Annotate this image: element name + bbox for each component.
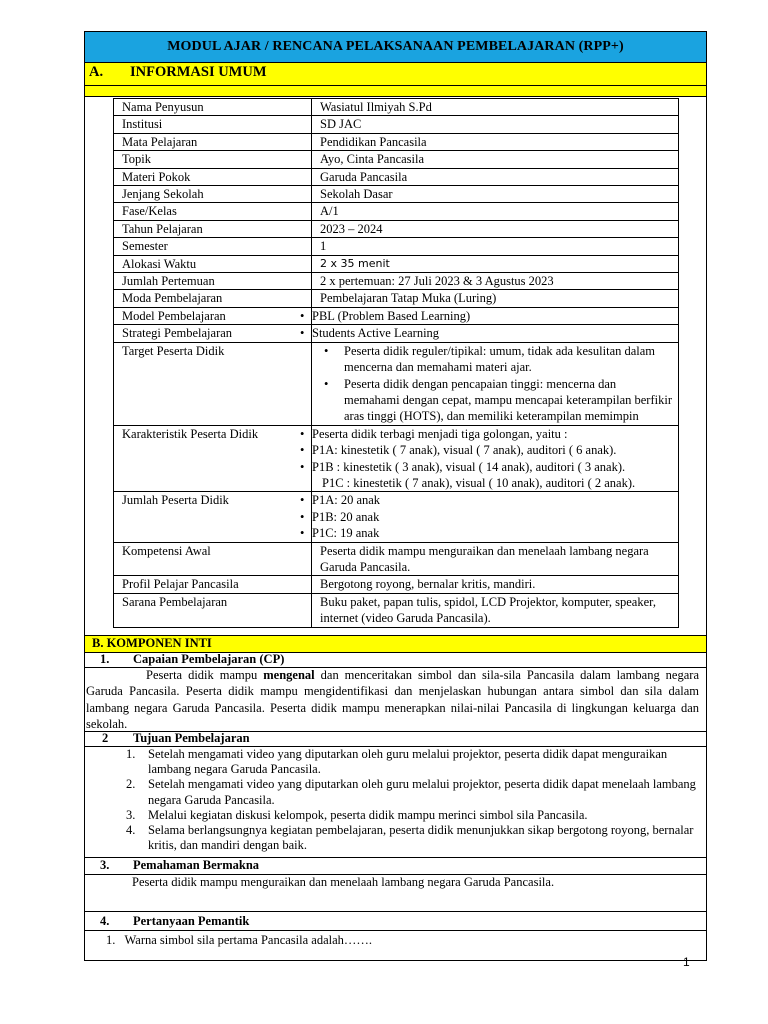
- list-item-number: 1.: [126, 747, 136, 761]
- list-item-text: P1B: 20 anak: [312, 509, 380, 524]
- info-key: Sarana Pembelajaran: [114, 593, 312, 627]
- list-item-number: 1.: [106, 933, 116, 947]
- list-item-text: Peserta didik reguler/tipikal: umum, tidak ada kesulitan dalam mencerna dan memahami materi ajar.: [344, 343, 656, 375]
- info-value-cell: [300, 307, 679, 324]
- list-item-text: Warna simbol sila pertama Pancasila adalah…….: [124, 933, 373, 947]
- info-key: Strategi Pembelajaran: [114, 325, 312, 342]
- bullet-icon: •: [300, 493, 305, 508]
- list-item: [300, 308, 678, 324]
- table-row: [114, 542, 679, 576]
- section-b-header: [85, 636, 706, 652]
- table-row: [114, 99, 679, 116]
- info-key: Mata Pelajaran: [114, 133, 312, 150]
- info-key: Semester: [114, 238, 312, 255]
- section-a-header: [85, 63, 706, 85]
- info-key: Jumlah Peserta Didik: [114, 492, 312, 542]
- table-row: [114, 576, 679, 593]
- info-key: Jenjang Sekolah: [114, 186, 312, 203]
- list-item: [86, 808, 706, 823]
- divider: [84, 930, 707, 931]
- pemahaman-text: Peserta didik mampu menguraikan dan menelaah lambang negara Garuda Pancasila.: [132, 875, 555, 889]
- info-value: 1: [312, 238, 679, 255]
- table-row: [114, 186, 679, 203]
- info-value-cell: [312, 342, 679, 425]
- pertanyaan-title: Pertanyaan Pemantik: [133, 914, 250, 928]
- info-value: SD JAC: [312, 116, 679, 133]
- info-key: Karakteristik Peserta Didik: [114, 425, 312, 492]
- section-a-label: INFORMASI UMUM: [130, 64, 267, 80]
- list-item-text: Setelah mengamati video yang diputarkan oleh guru melalui projektor, peserta didik dapat menguraikan lambang negara Garuda Pancasila.: [148, 747, 668, 777]
- info-value: 2 x pertemuan: 27 Juli 2023 & 3 Agustus 2023: [312, 273, 679, 290]
- info-value-cell: [300, 425, 679, 492]
- info-key: Model Pembelajaran: [114, 307, 312, 324]
- bullet-icon: •: [300, 459, 305, 474]
- table-row: [114, 238, 679, 255]
- table-row: [114, 307, 679, 324]
- list-item-text: Melalui kegiatan diskusi kelompok, peserta didik mampu merinci simbol sila Pancasila.: [148, 807, 588, 822]
- list-item: [300, 325, 678, 341]
- pemahaman-number: 3.: [100, 858, 110, 872]
- list-item-text: P1A: kinestetik ( 7 anak), visual ( 7 anak), auditori ( 6 anak).: [312, 443, 617, 458]
- info-key: Nama Penyusun: [114, 99, 312, 116]
- list-item: [300, 492, 678, 508]
- list-item-text: Peserta didik terbagi menjadi tiga golongan, yaitu :: [312, 426, 568, 441]
- info-key: Profil Pelajar Pancasila: [114, 576, 312, 593]
- list-item: [312, 376, 672, 425]
- cp-text: dan menceritakan simbol dan sila-sila Pancasila dalam lambang negara Garuda Pancasila. Peserta didik mampu mengidentifikasi dan menjelaskan hubungan antara simbol dan sila dalam lambang negara Garuda Pancasila. Peserta didik mampu menerapkan nilai-nilai Pancasila di lingkungan keluarga dan sekolah.: [86, 668, 699, 732]
- bullet-icon: •: [300, 509, 305, 524]
- table-row: [114, 168, 679, 185]
- table-row: [114, 593, 679, 627]
- tujuan-title: Tujuan Pembelajaran: [133, 731, 250, 745]
- list-item: [300, 525, 678, 541]
- info-value: A/1: [312, 203, 679, 220]
- list-item: [300, 459, 678, 475]
- info-key: Moda Pembelajaran: [114, 290, 312, 307]
- info-key: Topik: [114, 151, 312, 168]
- section-b-label: B. KOMPONEN INTI: [92, 636, 212, 650]
- cp-paragraph: [86, 667, 699, 733]
- table-row: [114, 116, 679, 133]
- info-value-cell: [300, 325, 679, 342]
- tujuan-list: [86, 747, 706, 853]
- info-key: Materi Pokok: [114, 168, 312, 185]
- list-item: [300, 442, 678, 458]
- table-row: [114, 220, 679, 237]
- cp-text-bold: mengenal: [263, 668, 315, 682]
- table-row: [114, 203, 679, 220]
- info-value: Wasiatul Ilmiyah S.Pd: [312, 99, 679, 116]
- info-table: [113, 98, 679, 628]
- table-row: [114, 492, 679, 542]
- list-item: [300, 426, 678, 442]
- info-key: Fase/Kelas: [114, 203, 312, 220]
- section-a-number: A.: [89, 64, 104, 80]
- table-row: [114, 133, 679, 150]
- bullet-icon: •: [324, 343, 329, 358]
- list-item-text: Selama berlangsungnya kegiatan pembelajaran, peserta didik menunjukkan sikap bergotong royong, bernalar kritis, dan mandiri dengan baik.: [148, 823, 694, 853]
- pertanyaan-number: 4.: [100, 914, 110, 928]
- info-key: Tahun Pelajaran: [114, 220, 312, 237]
- info-key: Target Peserta Didik: [114, 342, 312, 425]
- info-key: Alokasi Waktu: [114, 255, 312, 272]
- list-item: [312, 343, 672, 376]
- pemahaman-title: Pemahaman Bermakna: [133, 858, 260, 872]
- list-item-text: PBL (Problem Based Learning): [312, 308, 471, 323]
- info-value: Buku paket, papan tulis, spidol, LCD Projektor, komputer, speaker, internet (video Garuda Pancasila).: [312, 593, 679, 627]
- info-value: Sekolah Dasar: [312, 186, 679, 203]
- list-item-text: Setelah mengamati video yang diputarkan oleh guru melalui projektor, peserta didik dapat menelaah lambang negara Garuda Pancasila.: [148, 777, 696, 807]
- list-item-text: P1B : kinestetik ( 3 anak), visual ( 14 anak), auditori ( 3 anak).: [312, 459, 626, 474]
- table-row: [114, 255, 679, 272]
- info-key: Kompetensi Awal: [114, 542, 312, 576]
- section-a-band: [85, 86, 706, 96]
- info-value: Peserta didik mampu menguraikan dan menelaah lambang negara Garuda Pancasila.: [312, 542, 679, 576]
- list-item-text: P1C : kinestetik ( 7 anak), visual ( 10 anak), auditori ( 2 anak).: [322, 475, 636, 490]
- list-item-number: 2.: [126, 777, 136, 792]
- info-value: Ayo, Cinta Pancasila: [312, 151, 679, 168]
- cp-title: Capaian Pembelajaran (CP): [133, 652, 285, 666]
- bullet-icon: •: [300, 308, 305, 323]
- bullet-icon: •: [300, 443, 305, 458]
- bullet-icon: •: [324, 376, 329, 391]
- info-key: Jumlah Pertemuan: [114, 273, 312, 290]
- list-item-number: 3.: [126, 807, 136, 822]
- info-key: Institusi: [114, 116, 312, 133]
- table-row: [114, 273, 679, 290]
- divider: [84, 911, 707, 912]
- info-value: Pembelajaran Tatap Muka (Luring): [312, 290, 679, 307]
- info-value-cell: [300, 492, 679, 542]
- bullet-icon: •: [300, 326, 305, 341]
- info-value: Pendidikan Pancasila: [312, 133, 679, 150]
- cp-number: 1.: [100, 652, 110, 666]
- list-item-number: 4.: [126, 823, 136, 838]
- list-item: [86, 777, 706, 807]
- tujuan-number: 2: [102, 731, 109, 745]
- info-value: 2 x 35 menit: [312, 255, 679, 272]
- info-value: 2023 – 2024: [312, 220, 679, 237]
- list-item: [86, 823, 706, 853]
- table-row: [114, 425, 679, 492]
- table-row: [114, 151, 679, 168]
- table-row: [114, 325, 679, 342]
- table-row: [114, 290, 679, 307]
- list-item-text: P1A: 20 anak: [312, 493, 381, 508]
- bullet-icon: •: [300, 526, 305, 541]
- info-value: Garuda Pancasila: [312, 168, 679, 185]
- divider: [84, 96, 707, 97]
- list-item: [300, 509, 678, 525]
- cp-text: Peserta didik mampu: [146, 668, 264, 682]
- page-number: 1: [683, 955, 690, 969]
- list-item-text: Peserta didik dengan pencapaian tinggi: mencerna dan memahami dengan cepat, mampu mencapai keterampilan berfikir aras tinggi (HOTS), dan memiliki keterampilan memimpin: [344, 376, 672, 424]
- document-title: MODUL AJAR / RENCANA PELAKSANAAN PEMBELAJARAN (RPP+): [85, 32, 706, 62]
- list-item-text: P1C: 19 anak: [312, 526, 380, 541]
- table-row: [114, 342, 679, 425]
- pertanyaan-item: [106, 932, 372, 948]
- bullet-icon: •: [300, 426, 305, 441]
- info-value: Bergotong royong, bernalar kritis, mandiri.: [312, 576, 679, 593]
- list-item: [86, 747, 706, 777]
- list-item-text: Students Active Learning: [312, 326, 440, 341]
